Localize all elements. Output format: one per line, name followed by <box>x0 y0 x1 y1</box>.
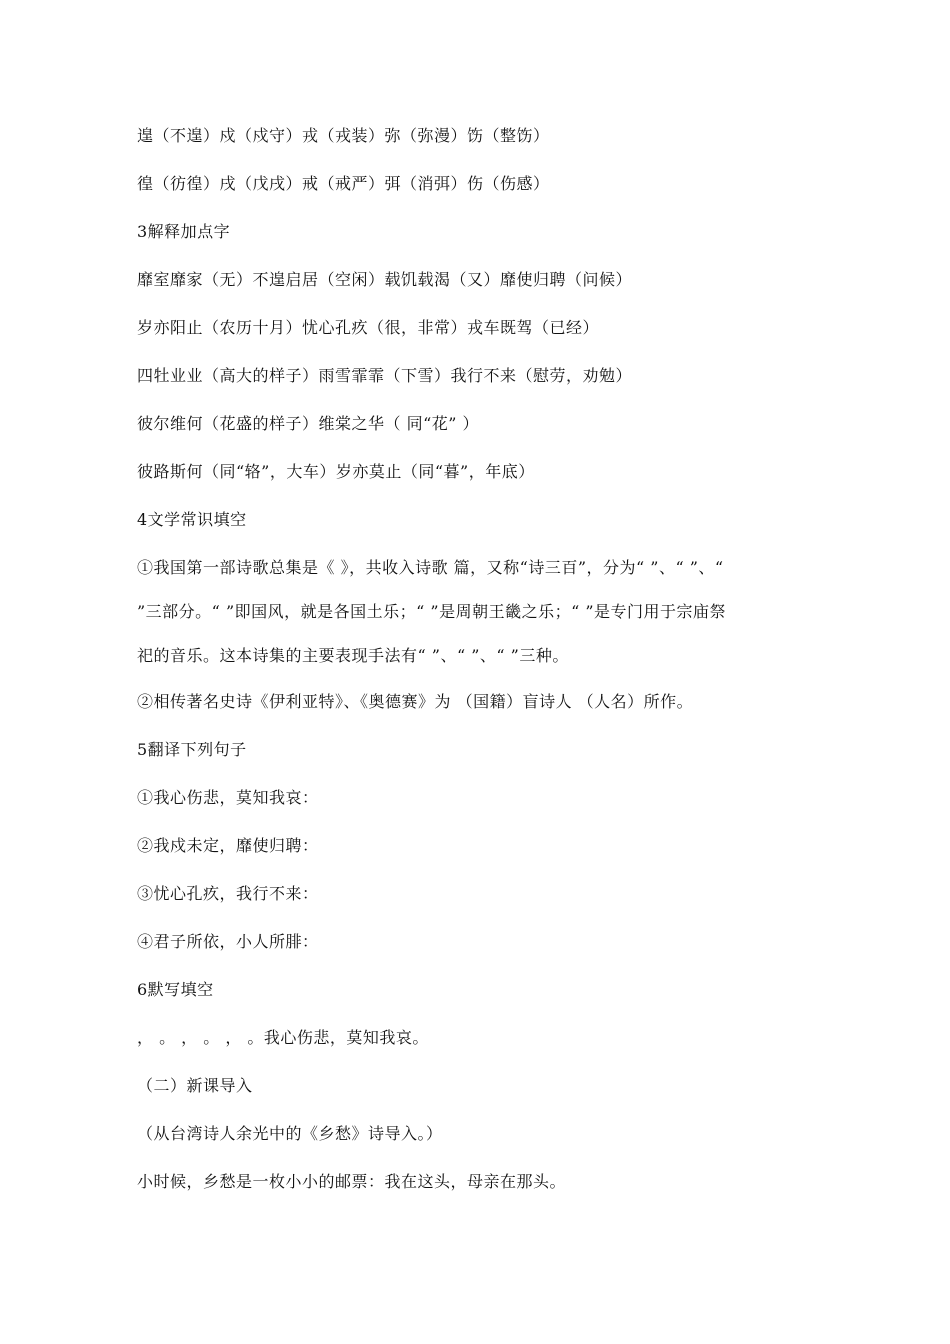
section-heading-3: 3解释加点字 <box>137 222 231 241</box>
explanation-line-3: 四牡业业（高大的样子）雨雪霏霏（下雪）我行不来（慰劳，劝勉） <box>137 366 633 385</box>
section-heading-6: 6默写填空 <box>137 980 214 999</box>
translation-item-1: ①我心伤悲，莫知我哀： <box>137 788 319 807</box>
translation-item-2: ②我戍未定，靡使归聘： <box>137 836 319 855</box>
explanation-line-5: 彼路斯何（同“辂”，大车）岁亦莫止（同“暮”，年底） <box>137 462 535 481</box>
vocab-line-2: 徨（彷徨）戌（戊戌）戒（戒严）弭（消弭）伤（伤感） <box>137 174 550 193</box>
literature-question-1-line-1: ①我国第一部诗歌总集是《 》，共收入诗歌 篇，又称“诗三百”，分为“ ”、“ ”、“ <box>137 558 724 577</box>
translation-item-3: ③忧心孔疚，我行不来： <box>137 884 319 903</box>
vocab-line-1: 遑（不遑）戍（戍守）戎（戎装）弥（弥漫）饬（整饬） <box>137 126 550 145</box>
translation-item-4: ④君子所依，小人所腓： <box>137 932 319 951</box>
poem-line: 小时候，乡愁是一枚小小的邮票：我在这头，母亲在那头。 <box>137 1172 567 1191</box>
section-heading-4: 4文学常识填空 <box>137 510 247 529</box>
dictation-line: ， 。 ， 。 ， 。我心伤悲，莫知我哀。 <box>137 1028 429 1047</box>
literature-question-2: ②相传著名史诗《伊利亚特》、《奥德赛》为 （国籍）盲诗人 （人名）所作。 <box>137 692 694 711</box>
explanation-line-2: 岁亦阳止（农历十月）忧心孔疚（很，非常）戎车既驾（已经） <box>137 318 600 337</box>
section-heading-5: 5翻译下列句子 <box>137 740 247 759</box>
literature-question-1-line-3: 祀的音乐。这本诗集的主要表现手法有“ ”、“ ”、“ ”三种。 <box>137 646 569 665</box>
subsection-heading-intro: （二）新课导入 <box>137 1076 253 1095</box>
literature-question-1-line-2: ”三部分。“ ”即国风，就是各国土乐；“ ”是周朝王畿之乐；“ ”是专门用于宗庙祭 <box>137 602 727 621</box>
explanation-line-4: 彼尔维何（花盛的样子）维棠之华（ 同“花” ） <box>137 414 480 433</box>
explanation-line-1: 靡室靡家（无）不遑启居（空闲）载饥载渴（又）靡使归聘（问候） <box>137 270 633 289</box>
intro-note: （从台湾诗人余光中的《乡愁》诗导入。） <box>137 1124 443 1143</box>
